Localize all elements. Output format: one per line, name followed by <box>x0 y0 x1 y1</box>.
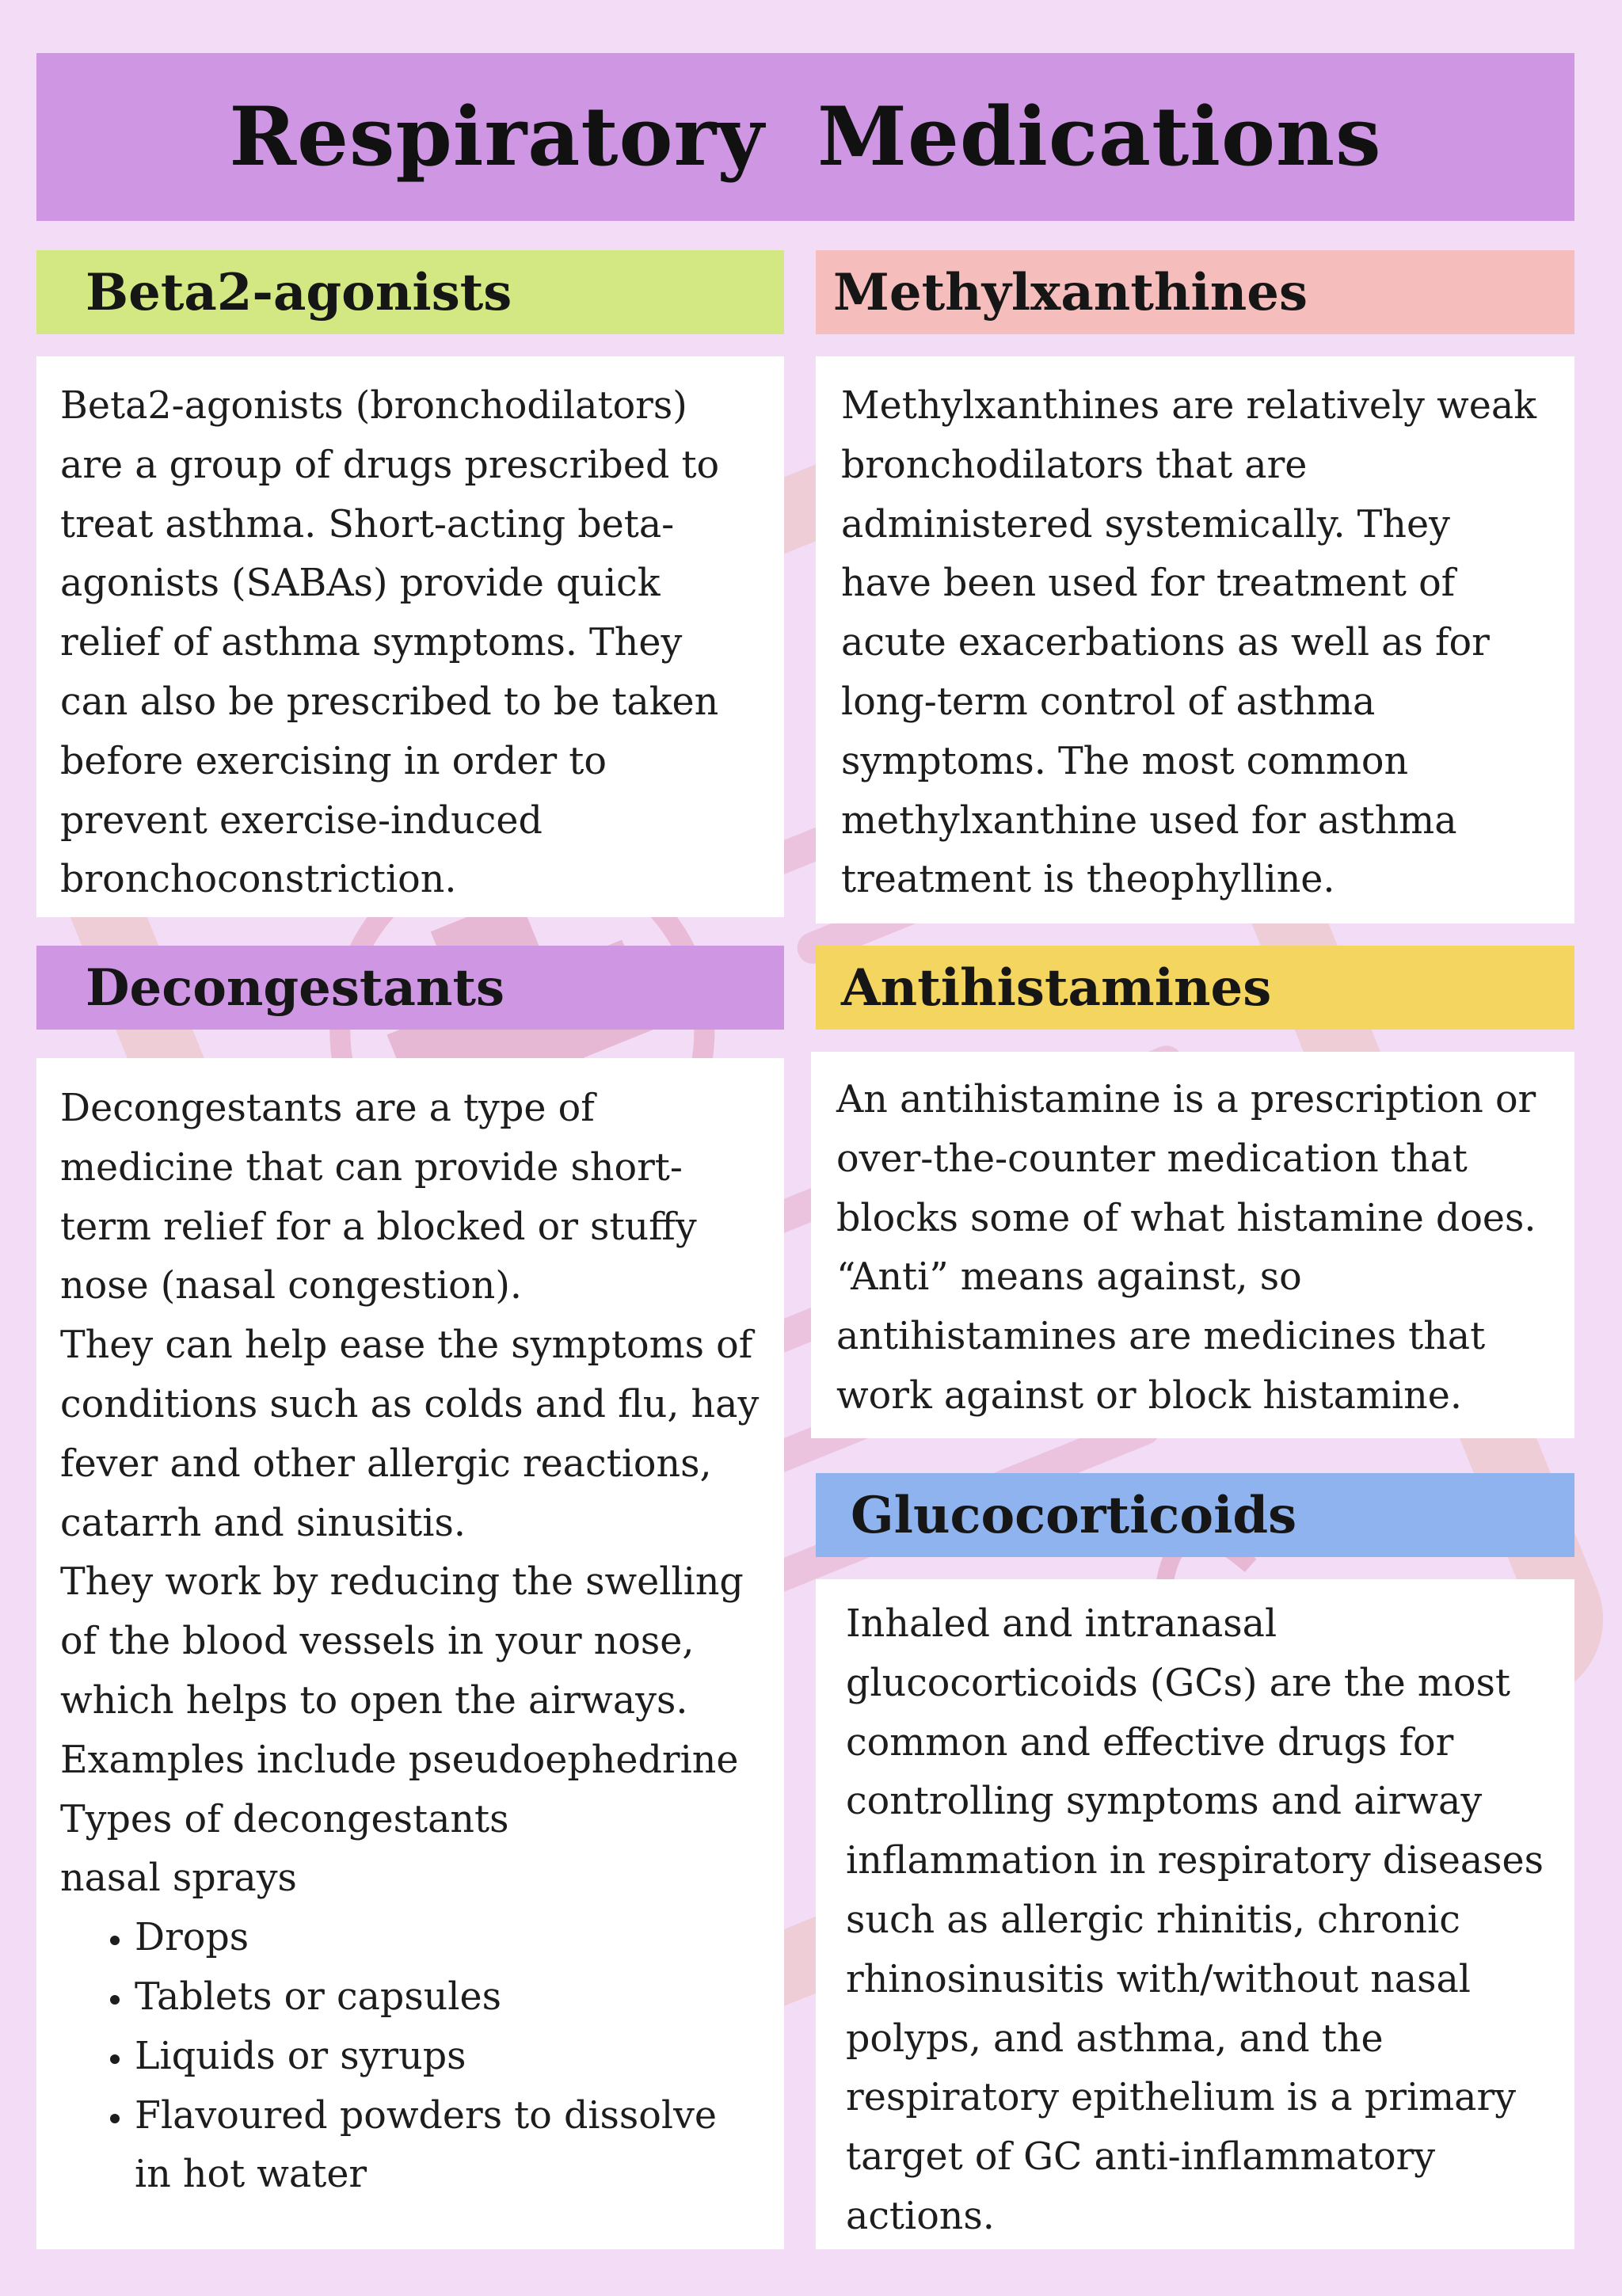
decon-para-3: They work by reducing the swelling of the blood vessels in your nose, which helps to open the airways. <box>60 1560 744 1723</box>
list-item: • Liquids or syrups <box>135 2028 760 2087</box>
decon-para-1: Decongestants are a type of medicine that can provide short-term relief for a blocked or stuffy nose (nasal congestion). <box>60 1087 697 1308</box>
decon-heading: Decongestants <box>86 958 505 1018</box>
decon-para-5: Types of decongestants <box>60 1797 509 1841</box>
decon-para-6: nasal sprays <box>60 1856 297 1901</box>
gluco-text: Inhaled and intranasal glucocorticoids (GCs) are the most common and effective drugs for controlling symptoms and airway inflammation in respiratory diseases such as allergic rhinitis, chronic rhinosinusitis with/without nasal polyps, and asthma, and the respiratory epithelium is a primary target of GC anti-inflammatory actions. <box>846 1602 1544 2238</box>
beta2-card <box>36 356 784 917</box>
decon-heading-bar <box>36 946 784 1030</box>
antihist-heading: Antihistamines <box>841 958 1272 1018</box>
gluco-heading-bar <box>816 1473 1574 1557</box>
gluco-card <box>816 1579 1574 2249</box>
antihist-heading-bar <box>816 946 1574 1030</box>
page-title: Respiratory Medications <box>229 89 1382 185</box>
list-item: • Tablets or capsules <box>135 1968 760 2028</box>
beta2-heading-bar <box>36 250 784 334</box>
beta2-heading: Beta2-agonists <box>86 262 512 322</box>
methyl-card <box>816 356 1574 923</box>
decon-para-2: They can help ease the symptoms of conditions such as colds and flu, hay fever and other allergic reactions, catarrh and sinusitis. <box>60 1323 760 1545</box>
list-item: • Drops <box>135 1909 760 1968</box>
methyl-text: Methylxanthines are relatively weak bronchodilators that are administered systemically. They have been used for treatment of acute exacerbations as well as for long-term control of asthma symptoms. The most common methylxanthine used for asthma treatment is theophylline. <box>841 384 1536 902</box>
antihist-text: An antihistamine is a prescription or over-the-counter medication that blocks some of what histamine does. “Anti” means against, so antihistamines are medicines that work against or block histamine. <box>836 1078 1536 1418</box>
list-item: • Flavoured powders to dissolve in hot water <box>135 2087 760 2206</box>
methyl-heading: Methylxanthines <box>833 262 1308 322</box>
decon-para-4: Examples include pseudoephedrine <box>60 1738 739 1782</box>
methyl-heading-bar <box>816 250 1574 334</box>
title-banner <box>36 53 1574 221</box>
beta2-text: Beta2-agonists (bronchodilators) are a group of drugs prescribed to treat asthma. Short-acting beta-agonists (SABAs) provide quick relief of asthma symptoms. They can also be prescribed to be taken before exercising in order to prevent exercise-induced bronchoconstriction. <box>60 384 720 902</box>
gluco-heading: Glucocorticoids <box>851 1485 1297 1545</box>
decon-types-list <box>60 1909 760 2205</box>
antihist-card <box>811 1052 1574 1438</box>
decon-card <box>36 1058 784 2249</box>
